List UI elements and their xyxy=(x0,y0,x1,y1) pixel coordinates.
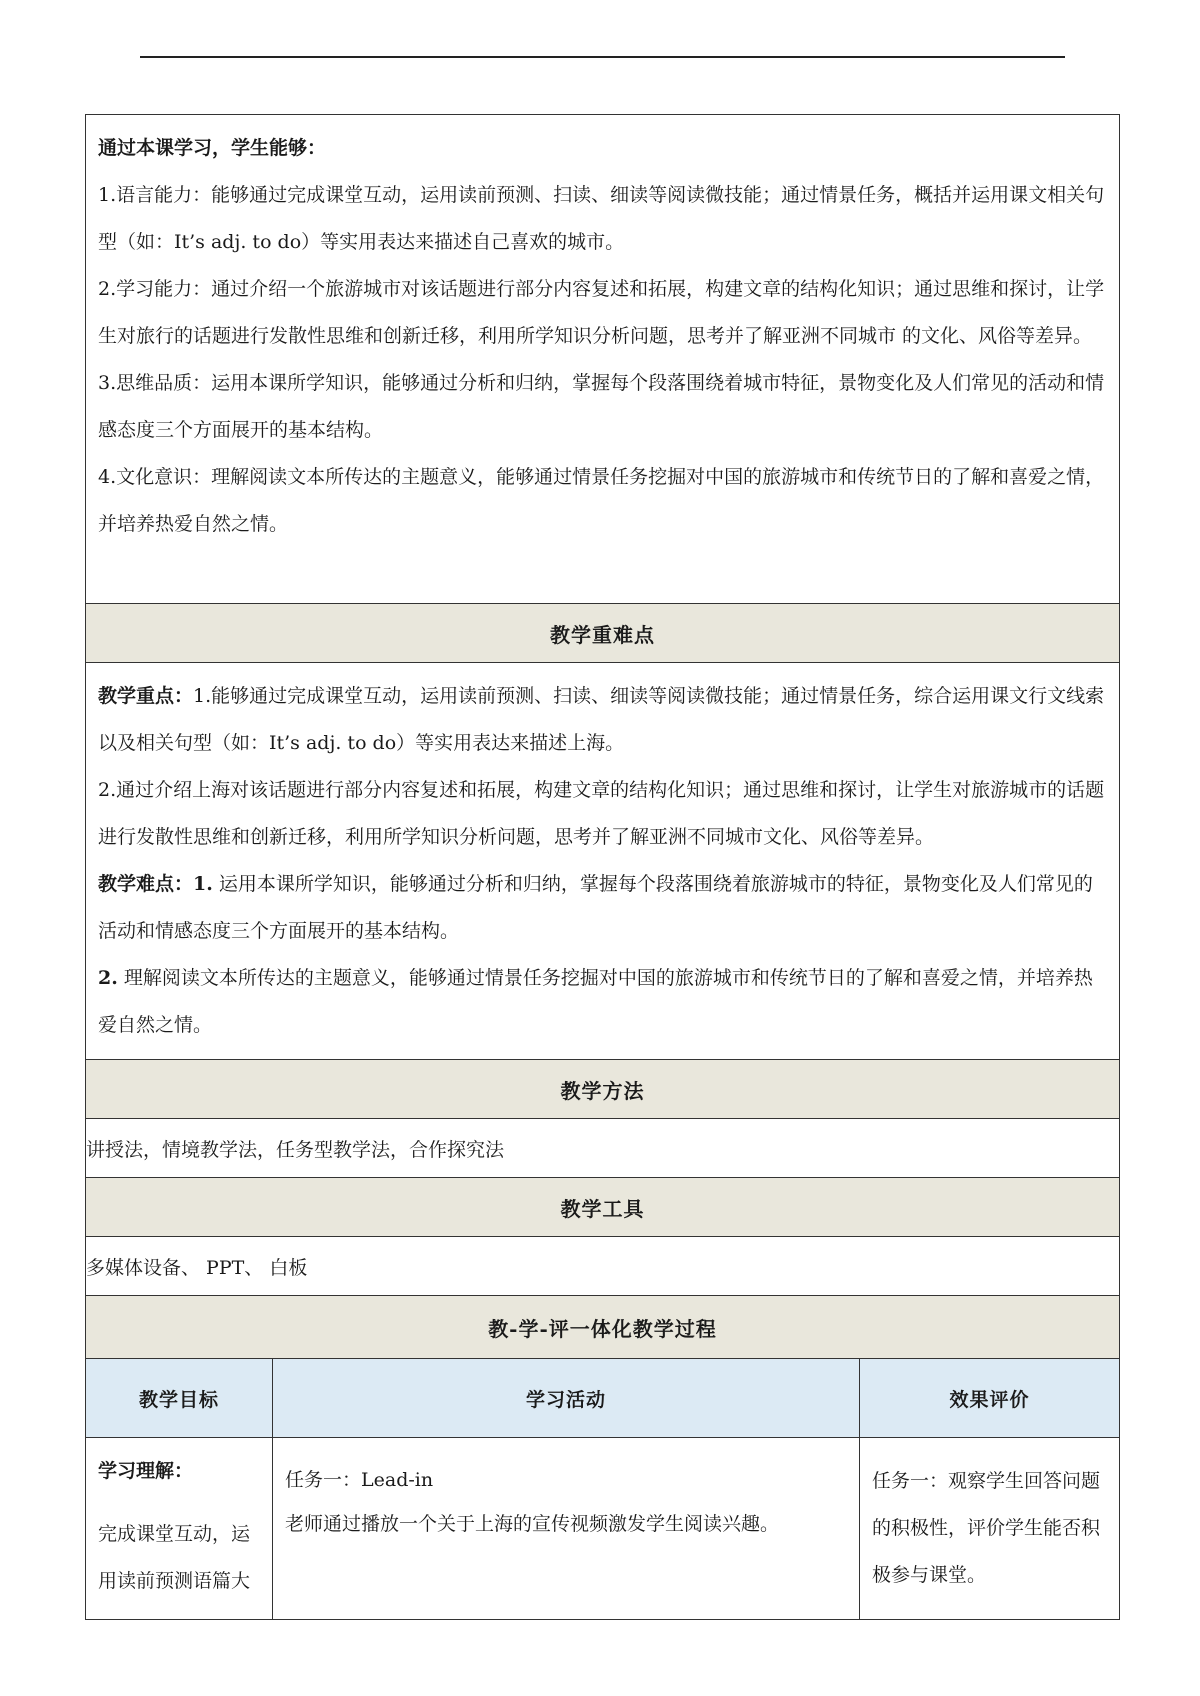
tools-content: 多媒体设备、 PPT、 白板 xyxy=(86,1237,1120,1296)
tools-row xyxy=(86,1237,1120,1296)
column-header-activity: 学习活动 xyxy=(273,1359,860,1438)
focus-label: 教学重点： xyxy=(98,685,194,707)
focus-point-1 xyxy=(98,673,1107,767)
objectives-section xyxy=(86,115,1120,604)
activity-cell xyxy=(273,1438,860,1620)
header-rule xyxy=(140,56,1065,58)
tools-heading: 教学工具 xyxy=(86,1178,1120,1237)
key-points-body xyxy=(86,663,1119,1059)
process-row xyxy=(86,1438,1120,1620)
tools-header-row xyxy=(86,1178,1120,1237)
objectives-body xyxy=(86,115,1119,558)
goal-text: 完成课堂互动，运用读前预测语篇大 xyxy=(98,1523,251,1592)
process-header-row xyxy=(86,1296,1120,1359)
process-column-header-row xyxy=(86,1359,1120,1438)
evaluation-text: 任务一：观察学生回答问题的积极性，评价学生能否积极参与课堂。 xyxy=(872,1470,1101,1586)
methods-row xyxy=(86,1119,1120,1178)
focus-1-text: 1.能够通过完成课堂互动，运用读前预测、扫读、细读等阅读微技能；通过情景任务，综合运用课文行文线索以及相关句型（如：It’s adj. to do）等实用表达来描述上海。 xyxy=(98,685,1105,754)
objective-learning: 2.学习能力：通过介绍一个旅游城市对该话题进行部分内容复述和拓展，构建文章的结构化知识；通过思维和探讨，让学生对旅行的话题进行发散性思维和创新迁移，利用所学知识分析问题，思考并了解亚洲不同城市 的文化、风俗等差异。 xyxy=(98,278,1105,347)
objective-thinking: 3.思维品质：运用本课所学知识，能够通过分析和归纳，掌握每个段落围绕着城市特征，景物变化及人们常见的活动和情感态度三个方面展开的基本结构。 xyxy=(98,372,1105,441)
focus-point-2: 2.通过介绍上海对该话题进行部分内容复述和拓展，构建文章的结构化知识；通过思维和探讨，让学生对旅游城市的话题进行发散性思维和创新迁移，利用所学知识分析问题，思考并了解亚洲不同城市文化、风俗等差异。 xyxy=(98,779,1105,848)
methods-header-row xyxy=(86,1060,1120,1119)
methods-content: 讲授法，情境教学法，任务型教学法，合作探究法 xyxy=(86,1119,1120,1178)
difficulty-point-2 xyxy=(98,955,1107,1049)
difficulty-2-text: 理解阅读文本所传达的主题意义，能够通过情景任务挖掘对中国的旅游城市和传统节日的了解和喜爱之情，并培养热爱自然之情。 xyxy=(98,967,1093,1036)
difficulty-1-text: 运用本课所学知识，能够通过分析和归纳，掌握每个段落围绕着旅游城市的特征，景物变化及人们常见的活动和情感态度三个方面展开的基本结构。 xyxy=(98,873,1093,942)
difficulty-label: 教学难点： xyxy=(98,873,194,895)
objective-language: 1.语言能力：能够通过完成课堂互动，运用读前预测、扫读、细读等阅读微技能；通过情景任务，概括并运用课文相关句型（如：It’s adj. to do）等实用表达来描述自己喜欢的城市。 xyxy=(98,184,1105,253)
objective-culture: 4.文化意识：理解阅读文本所传达的主题意义，能够通过情景任务挖掘对中国的旅游城市和传统节日的了解和喜爱之情，并培养热爱自然之情。 xyxy=(98,466,1105,535)
methods-heading: 教学方法 xyxy=(86,1060,1120,1119)
difficulty-2-number: 2. xyxy=(98,967,118,989)
activity-text: 老师通过播放一个关于上海的宣传视频激发学生阅读兴趣。 xyxy=(285,1513,780,1535)
activity-title: 任务一：Lead-in xyxy=(285,1469,434,1491)
difficulty-point-1 xyxy=(98,861,1107,955)
column-header-goal: 教学目标 xyxy=(86,1359,273,1438)
lesson-plan-table xyxy=(85,114,1120,1620)
evaluation-cell xyxy=(860,1438,1120,1620)
key-points-header-row xyxy=(86,604,1120,663)
objectives-intro: 通过本课学习，学生能够： xyxy=(98,137,327,159)
key-points-section xyxy=(86,663,1120,1060)
key-points-heading: 教学重难点 xyxy=(86,604,1120,663)
goal-cell xyxy=(86,1438,273,1620)
difficulty-1-number: 1. xyxy=(193,873,213,895)
column-header-evaluation: 效果评价 xyxy=(860,1359,1120,1438)
goal-title: 学习理解： xyxy=(98,1460,194,1482)
process-heading: 教-学-评一体化教学过程 xyxy=(86,1296,1120,1359)
